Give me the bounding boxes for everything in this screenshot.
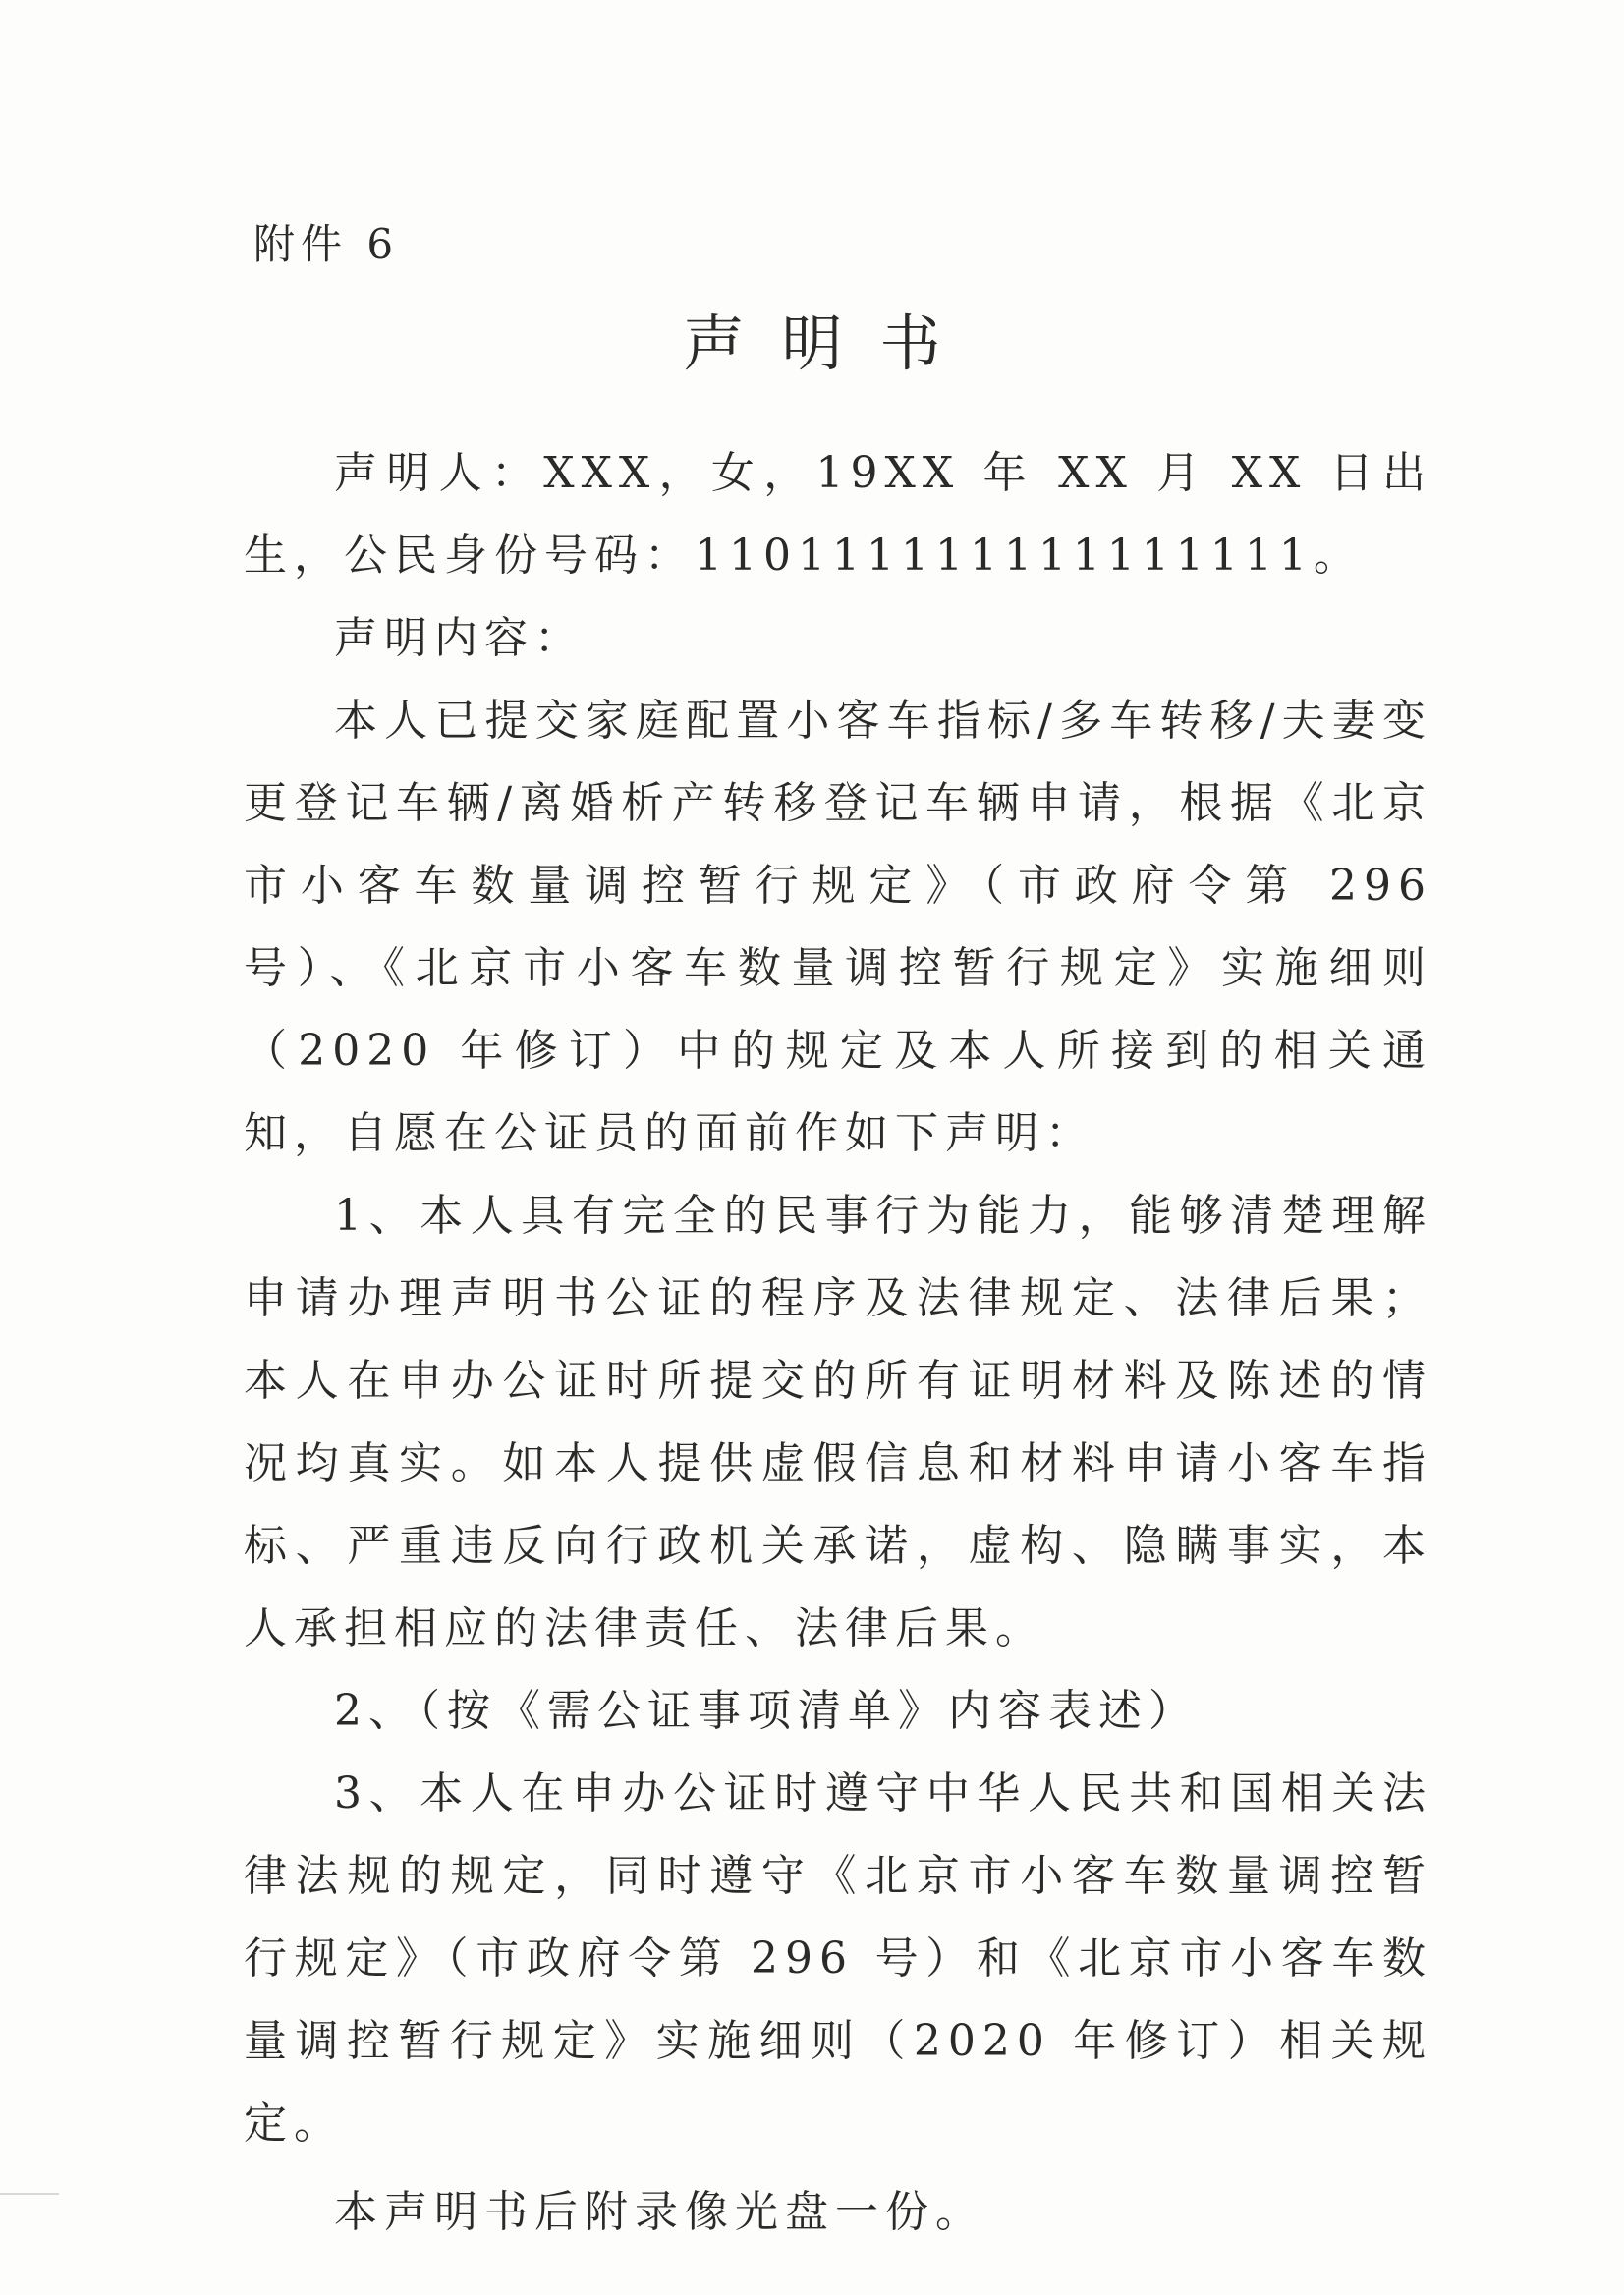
- document-body: [244, 432, 1432, 2254]
- item-3-paragraph: 3、本人在申办公证时遵守中华人民共和国相关法律法规的规定，同时遵守《北京市小客车数量调控暂行规定》（市政府令第 296 号）和《北京市小客车数量调控暂行规定》实施细则（2020 年修订）相关规定。: [244, 1768, 1432, 2149]
- content-heading: 声明内容：: [334, 613, 585, 663]
- scan-edge-mark: [0, 2193, 59, 2195]
- declarant-paragraph: 声明人：XXX，女，19XX 年 XX 月 XX 日出生，公民身份号码：110111111111111111。: [244, 448, 1432, 581]
- attachment-note: 本声明书后附录像光盘一份。: [334, 2187, 985, 2237]
- attachment-label: 附件 6: [253, 220, 400, 268]
- intro-paragraph: 本人已提交家庭配置小客车指标/多车转移/夫妻变更登记车辆/离婚析产转移登记车辆申请，根据《北京市小客车数量调控暂行规定》（市政府令第 296 号）、《北京市小客车数量调控暂行规定》实施细则（2020 年修订）中的规定及本人所接到的相关通知，自愿在公证员的面前作如下声明：: [244, 696, 1432, 1158]
- item-2-paragraph: 2、（按《需公证事项清单》内容表述）: [334, 1686, 1199, 1736]
- document-title: 声明书: [683, 308, 979, 379]
- item-1-paragraph: 1、本人具有完全的民事行为能力，能够清楚理解申请办理声明书公证的程序及法律规定、法律后果；本人在申办公证时所提交的所有证明材料及陈述的情况均真实。如本人提供虚假信息和材料申请小客车指标、严重违反向行政机关承诺，虚构、隐瞒事实，本人承担相应的法律责任、法律后果。: [244, 1191, 1432, 1653]
